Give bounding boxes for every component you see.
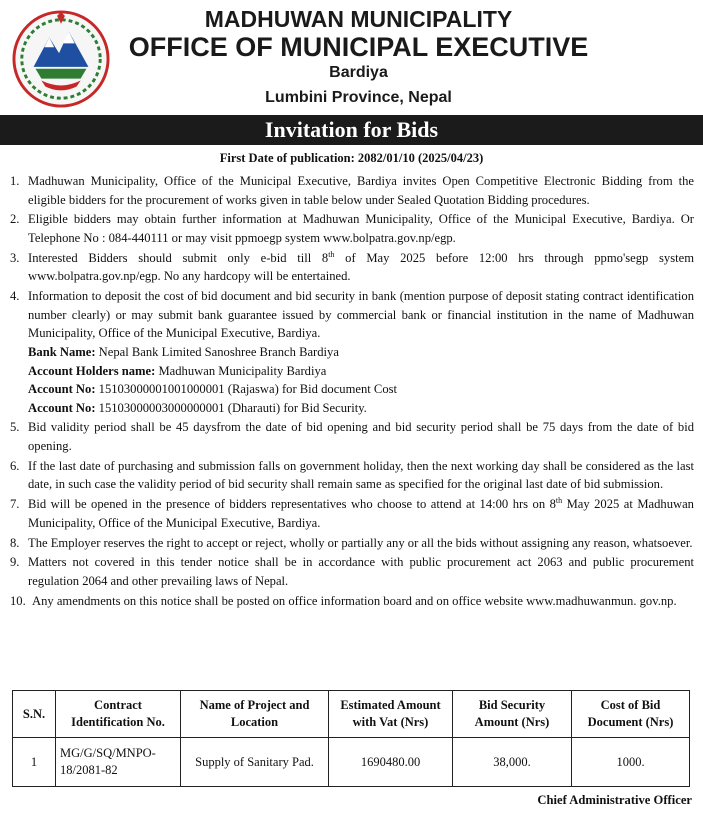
item-number: 10. — [10, 593, 26, 608]
account-no-label: Account No: — [28, 382, 96, 397]
table-cell: MG/G/SQ/MNPO-18/2081-82 — [56, 738, 181, 787]
table-cell: 1 — [13, 738, 56, 787]
list-item — [10, 495, 694, 532]
table-header-row — [13, 691, 690, 738]
item-text — [28, 287, 694, 417]
item-number: 4. — [10, 289, 20, 304]
list-item — [10, 287, 694, 417]
list-item — [10, 418, 694, 455]
province-name: Lumbini Province, Nepal — [265, 89, 452, 106]
letterhead — [0, 0, 703, 114]
notice-title: Invitation for Bids — [0, 115, 703, 145]
table-row — [13, 738, 690, 787]
table-cell: Supply of Sanitary Pad. — [181, 738, 329, 787]
signatory-title: Chief Administrative Officer — [537, 793, 692, 807]
account-no-value: 15103000001001000001 (Rajaswa) for Bid document Cost — [95, 382, 398, 397]
item-number: 9. — [10, 555, 20, 570]
list-item — [10, 457, 694, 494]
item-text: Bid validity period shall be 45 daysfrom the date of bid opening and bid security period shall be 75 days from the date of bid opening. — [28, 420, 694, 454]
item-text — [28, 495, 694, 532]
ordinal-suffix: th — [555, 496, 563, 506]
item-text: Madhuwan Municipality, Office of the Municipal Executive, Bardiya invites Open Competitive Electronic Bidding from the eligible bidders for the procurement of works given in table below under Sealed Quotation Bidding procedures. — [28, 174, 694, 207]
item-text-part: Bid will be opened in the presence of bidders representatives who choose to attend at 14:00 hrs on 8 — [28, 497, 556, 512]
bank-info-text: Information to deposit the cost of bid document and bid security in bank (mention purpose of deposit stating contract identification number clearly) or may submit bank guarantee issued by commercial bank or financial institution in the name of Madhuwan Municipality, Office of the Municipal Executive, Bardiya. — [28, 289, 694, 341]
list-item — [10, 553, 694, 590]
account-no-value: 15103000003000000001 (Dharauti) for Bid Security. — [95, 400, 367, 415]
list-item — [10, 249, 694, 286]
item-text: Matters not covered in this tender notice shall be in accordance with public procurement act 2063 and public procurement regulation 2064 and other prevailing laws of Nepal. — [28, 555, 694, 588]
bank-name-label: Bank Name: — [28, 344, 96, 359]
item-number: 1. — [10, 174, 20, 188]
item-text: Any amendments on this notice shall be posted on office information board and on office website www.madhuwanmun. gov.np. — [32, 593, 677, 608]
item-number: 8. — [10, 535, 20, 550]
bid-table — [12, 690, 690, 787]
column-header: S.N. — [13, 691, 56, 738]
item-number: 6. — [10, 458, 20, 473]
list-item — [10, 210, 694, 247]
bank-name-value: Nepal Bank Limited Sanoshree Branch Bardiya — [95, 344, 339, 359]
table-cell: 1000. — [572, 738, 690, 787]
list-item — [10, 534, 694, 553]
item-text-part: Interested Bidders should submit only e-bid till 8 — [28, 250, 329, 265]
column-header: Cost of Bid Document (Nrs) — [572, 691, 690, 738]
item-number: 2. — [10, 212, 20, 227]
item-text: The Employer reserves the right to accept or reject, wholly or partially any or all the bids without assigning any reason, whatsoever. — [28, 535, 693, 550]
table-cell: 1690480.00 — [329, 738, 453, 787]
item-number: 5. — [10, 420, 20, 435]
office-name: OFFICE OF MUNICIPAL EXECUTIVE — [128, 32, 589, 62]
account-no-label: Account No: — [28, 400, 96, 415]
item-text-part: of May 2025 before 12:00 hrs through ppmo'segp system www.bolpatra.gov.np/egp. No any hardcopy will be entertained. — [28, 250, 694, 284]
account-holder-value: Madhuwan Municipality Bardiya — [155, 363, 327, 378]
notice-items — [10, 172, 694, 610]
column-header: Name of Project and Location — [181, 691, 329, 738]
item-text: Eligible bidders may obtain further information at Madhuwan Municipality, Office of the Municipal Executive, Bardiya. Or Telephone No : 084-440111 or may visit ppmoegp system www.bolpatra.gov.np/egp. — [28, 212, 694, 245]
district-name: Bardiya — [329, 64, 388, 81]
list-item — [10, 172, 694, 209]
ordinal-suffix: th — [328, 249, 335, 259]
column-header: Estimated Amount with Vat (Nrs) — [329, 691, 453, 738]
column-header: Bid Security Amount (Nrs) — [453, 691, 572, 738]
item-number: 7. — [10, 497, 20, 512]
account-holder-label: Account Holders name: — [28, 363, 156, 378]
publication-date: First Date of publication: 2082/01/10 (2025/04/23) — [219, 151, 484, 165]
column-header: Contract Identification No. — [56, 691, 181, 738]
item-text — [28, 249, 694, 286]
municipality-name: MADHUWAN MUNICIPALITY — [204, 6, 513, 32]
item-text: If the last date of purchasing and submission falls on government holiday, then the next working day shall be considered as the last date, in such case the validity period of bid security shall remain same as specified for the original last date of bid submission. — [28, 458, 694, 492]
list-item — [10, 592, 694, 611]
table-cell: 38,000. — [453, 738, 572, 787]
item-number: 3. — [10, 250, 20, 265]
item-text-part: May 2025 at Madhuwan Municipality, Office of the Municipal Executive, Bardiya. — [28, 497, 694, 530]
